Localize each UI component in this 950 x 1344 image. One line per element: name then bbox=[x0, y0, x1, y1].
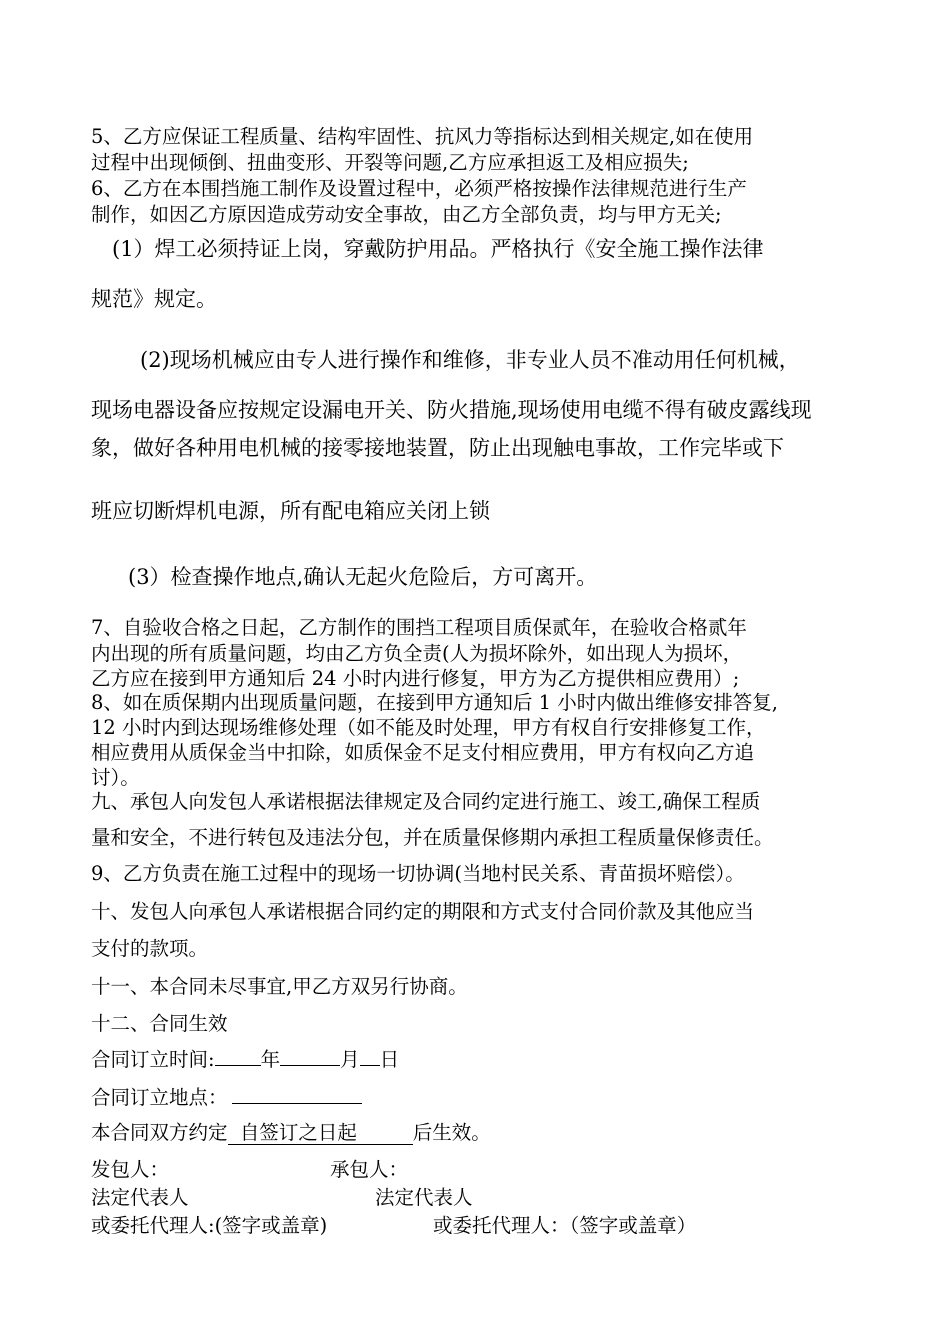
safety-item-2-line-2: 现场电器设备应按规定设漏电开关、防火措施,现场使用电缆不得有破皮露线现 bbox=[91, 398, 812, 422]
article-9-line-1: 九、承包人向发包人承诺根据法律规定及合同约定进行施工、竣工,确保工程质 bbox=[91, 790, 761, 813]
safety-item-3: (3）检查操作地点,确认无起火危险后，方可离开。 bbox=[128, 565, 598, 589]
clause-7-line-2: 内出现的所有质量问题，均由乙方负全责(人为损坏除外，如出现人为损坏， bbox=[91, 642, 743, 665]
safety-item-1-line-2: 规范》规定。 bbox=[91, 287, 217, 311]
place-blank[interactable] bbox=[232, 1083, 362, 1104]
agreement-prefix: 本合同双方约定 bbox=[91, 1121, 228, 1144]
effective-agreement-line bbox=[91, 1121, 491, 1145]
clause-6-line-1: 6、乙方在本围挡施工制作及设置过程中，必须严格按操作法律规范进行生产 bbox=[91, 177, 747, 200]
clause-7-line-1: 7、自验收合格之日起，乙方制作的围挡工程项目质保贰年，在验收合格贰年 bbox=[91, 616, 747, 639]
clause-8-line-1: 8、如在质保期内出现质量问题，在接到甲方通知后 1 小时内做出维修安排答复, bbox=[91, 691, 778, 714]
day-label: 日 bbox=[379, 1048, 400, 1071]
day-blank[interactable] bbox=[360, 1045, 380, 1066]
contractor-legal-rep: 法定代表人 bbox=[375, 1186, 473, 1209]
employer-agent: 或委托代理人:(签字或盖章) bbox=[91, 1214, 328, 1237]
contractor-agent: 或委托代理人：（签字或盖章） bbox=[433, 1214, 697, 1237]
clause-7-line-3: 乙方应在接到甲方通知后 24 小时内进行修复，甲方为乙方提供相应费用）; bbox=[91, 667, 740, 690]
article-12: 十二、合同生效 bbox=[91, 1012, 228, 1035]
article-10-line-2: 支付的款项。 bbox=[91, 937, 209, 960]
safety-item-2-line-4: 班应切断焊机电源，所有配电箱应关闭上锁 bbox=[91, 499, 490, 523]
signing-date-line bbox=[91, 1045, 399, 1072]
clause-8-line-4: 讨）。 bbox=[91, 766, 140, 789]
year-label: 年 bbox=[260, 1048, 281, 1071]
signing-date-label: 合同订立时间: bbox=[91, 1048, 215, 1071]
article-9-line-2: 量和安全，不进行转包及违法分包，并在质量保修期内承担工程质量保修责任。 bbox=[91, 826, 774, 849]
employer-label: 发包人： bbox=[91, 1158, 170, 1181]
month-label: 月 bbox=[340, 1048, 360, 1071]
safety-item-2-line-1: (2)现场机械应由专人进行操作和维修，非专业人员不准动用任何机械， bbox=[140, 348, 800, 372]
contractor-label: 承包人： bbox=[330, 1158, 409, 1181]
signing-place-line bbox=[91, 1083, 362, 1110]
clause-8-line-3: 相应费用从质保金当中扣除，如质保金不足支付相应费用，甲方有权向乙方追 bbox=[91, 741, 755, 764]
employer-legal-rep: 法定代表人 bbox=[91, 1186, 189, 1209]
safety-item-2-line-3: 象，做好各种用电机械的接零接地装置，防止出现触电事故，工作完毕或下 bbox=[91, 436, 784, 460]
agreement-suffix: 后生效。 bbox=[412, 1121, 491, 1144]
safety-item-1-line-1: (1）焊工必须持证上岗，穿戴防护用品。严格执行《安全施工操作法律 bbox=[112, 237, 764, 261]
article-10-line-1: 十、发包人向承包人承诺根据合同约定的期限和方式支付合同价款及其他应当 bbox=[91, 900, 755, 923]
signing-place-label: 合同订立地点： bbox=[91, 1086, 228, 1109]
month-blank[interactable] bbox=[280, 1045, 340, 1066]
year-blank[interactable] bbox=[215, 1045, 261, 1066]
agreement-value: 自签订之日起 bbox=[228, 1121, 413, 1145]
clause-8-line-2: 12 小时内到达现场维修处理（如不能及时处理，甲方有权自行安排修复工作， bbox=[91, 716, 766, 739]
article-11: 十一、本合同未尽事宜,甲乙方双另行协商。 bbox=[91, 975, 468, 998]
clause-5-line-1: 5、乙方应保证工程质量、结构牢固性、抗风力等指标达到相关规定,如在使用 bbox=[91, 125, 754, 148]
clause-6-line-2: 制作，如因乙方原因造成劳动安全事故，由乙方全部负责，均与甲方无关; bbox=[91, 203, 722, 226]
clause-5-line-2: 过程中出现倾倒、扭曲变形、开裂等问题,乙方应承担返工及相应损失; bbox=[91, 151, 689, 174]
clause-9: 9、乙方负责在施工过程中的现场一切协调(当地村民关系、青苗损坏赔偿）。 bbox=[91, 862, 745, 885]
